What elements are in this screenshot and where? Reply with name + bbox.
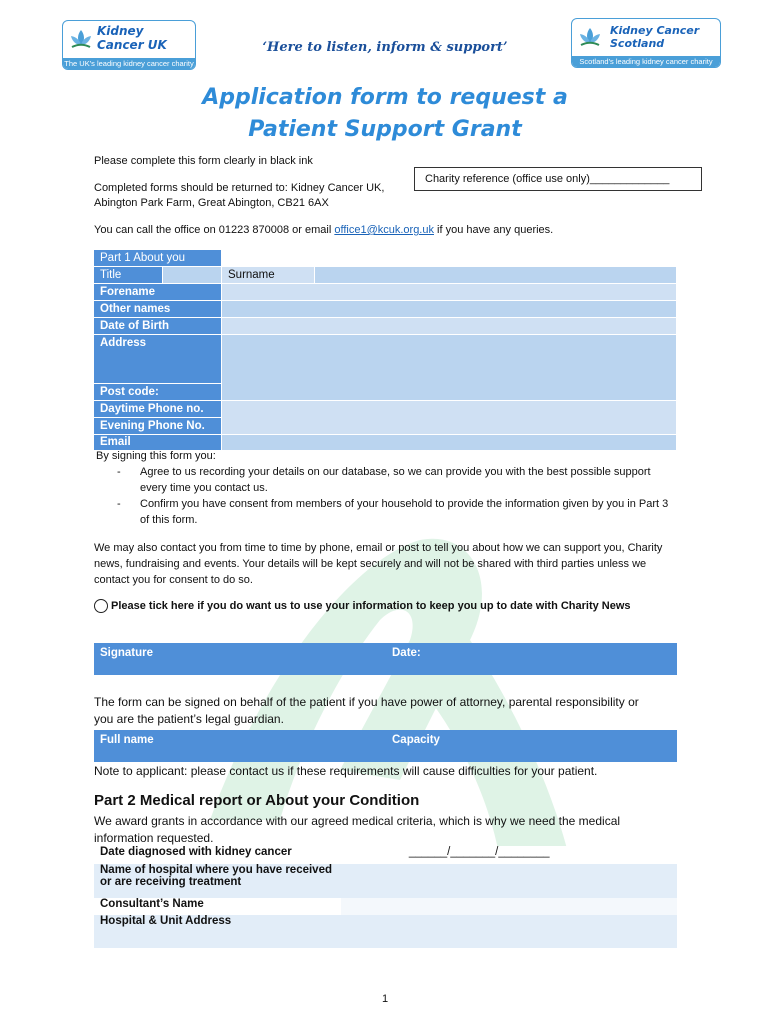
ink-instruction: Please complete this form clearly in black ink xyxy=(94,155,313,167)
note-to-applicant: Note to applicant: please contact us if these requirements will cause difficulties for your patient. xyxy=(94,764,598,778)
email-link[interactable]: office1@kcuk.org.uk xyxy=(334,224,434,236)
header-tagline: ‘Here to listen, inform & support’ xyxy=(262,40,508,55)
kidney-cancer-scotland-logo xyxy=(571,18,721,68)
logo-line1: Kidney Cancer xyxy=(610,24,700,37)
hospital-label: Name of hospital where you have received or are receiving treatment xyxy=(94,864,341,898)
bullet-dash: - xyxy=(117,466,121,478)
surname-field[interactable] xyxy=(315,266,677,283)
contact-suffix: if you have any queries. xyxy=(433,224,554,236)
postcode-label: Post code: xyxy=(94,383,222,400)
diagnosed-label: Date diagnosed with kidney cancer xyxy=(94,846,341,864)
part2-intro: We award grants in accordance with our agreed medical criteria, which is why we need the medical information requested. xyxy=(94,814,621,845)
flower-icon xyxy=(577,25,603,51)
logo-tagline: Scotland's leading kidney cancer charity xyxy=(572,56,720,67)
consultant-label: Consultant’s Name xyxy=(94,898,341,915)
consent-bullet-2: Confirm you have consent from members of your household to provide the information given by you in Part 3 of this form. xyxy=(140,498,669,526)
contact-line xyxy=(94,223,553,238)
fullname-label: Full name xyxy=(100,734,154,746)
address-label: Address xyxy=(94,334,222,383)
consultant-field[interactable] xyxy=(341,898,677,915)
capacity-label: Capacity xyxy=(392,734,440,746)
hospital-address-field[interactable] xyxy=(341,915,677,948)
dob-field[interactable] xyxy=(222,317,677,334)
news-tick-label: Please tick here if you do want us to use your information to keep you up to date with Charity News xyxy=(111,600,631,612)
date-label: Date: xyxy=(392,647,421,659)
return-address: Completed forms should be returned to: Kidney Cancer UK, Abington Park Farm, Great Abington, CB21 6AX xyxy=(94,182,385,209)
part1-heading: Part 1 About you xyxy=(94,250,222,266)
evening-phone-label: Evening Phone No. xyxy=(94,417,222,434)
diagnosed-date-field[interactable]: ______/_______/________ xyxy=(341,846,677,864)
page-number: 1 xyxy=(381,993,389,1005)
other-names-label: Other names xyxy=(94,300,222,317)
behalf-statement: The form can be signed on behalf of the patient if you have power of attorney, parental responsibility or you are the patient’s legal guardian. xyxy=(94,695,639,726)
address-field[interactable] xyxy=(222,334,677,400)
forename-field[interactable] xyxy=(222,283,677,300)
bullet-dash: - xyxy=(117,498,121,510)
contact-statement: We may also contact you from time to time by phone, email or post to tell you about how we can support you, Charity news, fundraising and events. Your details will be kept securely and will not be shared with third parties unless we contact you for consent to do so. xyxy=(94,542,663,586)
email-field[interactable] xyxy=(222,434,677,450)
surname-label: Surname xyxy=(222,266,315,283)
email-label: Email xyxy=(94,434,222,450)
dob-label: Date of Birth xyxy=(94,317,222,334)
contact-prefix: You can call the office on 01223 870008 or email xyxy=(94,224,335,236)
logo-line2: Scotland xyxy=(610,37,665,50)
hospital-field[interactable] xyxy=(341,864,677,898)
form-title-line2: Patient Support Grant xyxy=(248,117,522,142)
forename-label: Forename xyxy=(94,283,222,300)
fullname-row[interactable] xyxy=(94,730,677,762)
phone-field[interactable] xyxy=(222,400,677,434)
part2-heading: Part 2 Medical report or About your Condition xyxy=(94,792,420,809)
part1-table xyxy=(94,250,677,451)
consent-intro: By signing this form you: xyxy=(96,450,216,462)
signature-row[interactable] xyxy=(94,643,677,675)
logo-line1: Kidney xyxy=(97,24,144,38)
signature-label: Signature xyxy=(100,647,154,659)
logo-tagline: The UK's leading kidney cancer charity xyxy=(64,59,194,68)
other-names-field[interactable] xyxy=(222,300,677,317)
part2-table xyxy=(94,846,677,948)
title-label: Title xyxy=(94,266,163,283)
day-phone-label: Daytime Phone no. xyxy=(94,400,222,417)
charity-reference-box[interactable]: Charity reference (office use only)_____________ xyxy=(414,167,702,191)
consent-bullet-1: Agree to us recording your details on our database, so we can provide you with the best possible support every time you contact us. xyxy=(140,466,651,494)
logo-line2: Cancer UK xyxy=(97,38,167,52)
form-title-line1: Application form to request a xyxy=(202,85,568,110)
hospital-address-label: Hospital & Unit Address xyxy=(94,915,341,948)
title-field[interactable] xyxy=(163,266,222,283)
